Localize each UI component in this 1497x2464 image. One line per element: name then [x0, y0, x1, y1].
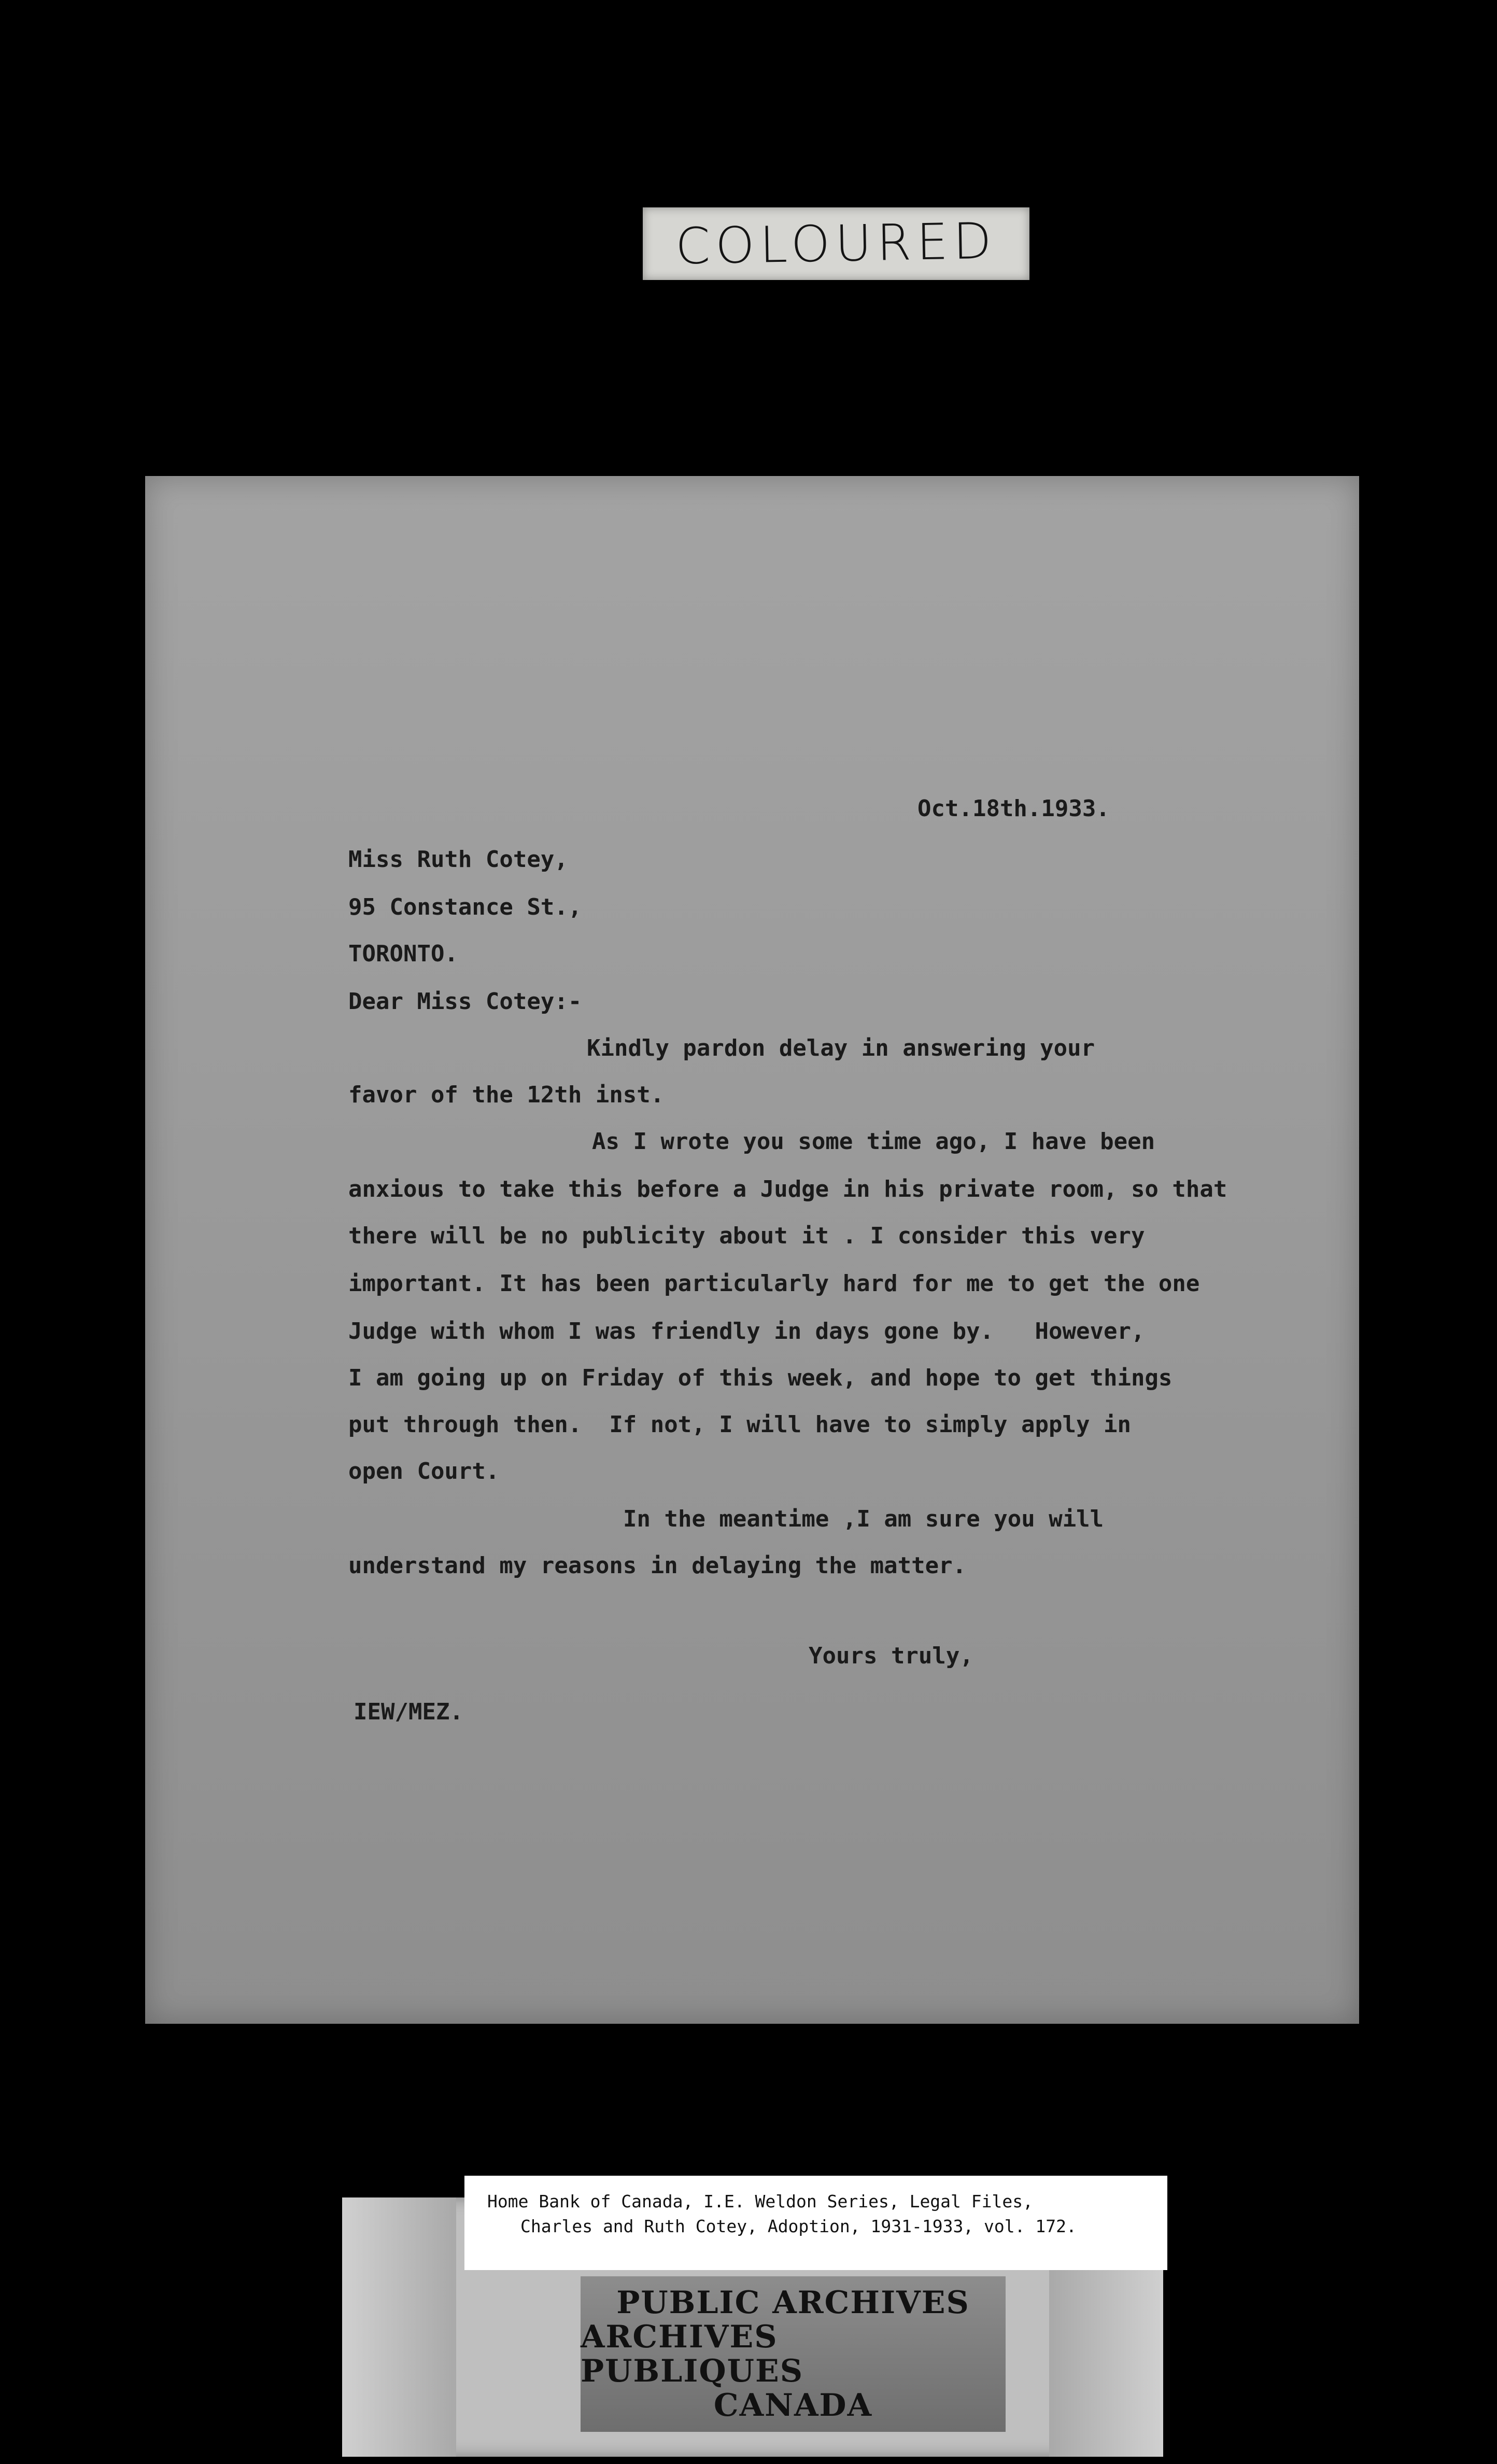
- coloured-label-text: COLOURED: [675, 212, 997, 276]
- body-line: put through then. If not, I will have to simply apply in: [348, 1411, 1131, 1438]
- body-line: there will be no publicity about it . I consider this very: [348, 1223, 1145, 1249]
- letter-sheet: [145, 476, 1359, 2024]
- recipient-name: Miss Ruth Cotey,: [348, 846, 568, 873]
- archive-stamp: [581, 2276, 1006, 2432]
- recipient-street: 95 Constance St.,: [348, 894, 582, 920]
- body-line: I am going up on Friday of this week, and hope to get things: [348, 1365, 1173, 1391]
- salutation: Dear Miss Cotey:-: [348, 988, 582, 1015]
- body-line: Kindly pardon delay in answering your: [587, 1035, 1095, 1061]
- letter-date: Oct.18th.1933.: [917, 795, 1110, 822]
- archive-citation-label: [464, 2176, 1167, 2270]
- body-line: As I wrote you some time ago, I have been: [592, 1128, 1155, 1155]
- body-line: anxious to take this before a Judge in his private room, so that: [348, 1176, 1227, 1202]
- stamp-line-2: ARCHIVES PUBLIQUES: [581, 2319, 804, 2389]
- body-line: important. It has been particularly hard for me to get the one: [348, 1270, 1200, 1297]
- citation-line-1: Home Bank of Canada, I.E. Weldon Series, Legal Files,: [487, 2191, 1033, 2211]
- recipient-city: TORONTO.: [348, 941, 458, 967]
- body-line: In the meantime ,I am sure you will: [623, 1506, 1104, 1532]
- typist-initials: IEW/MEZ.: [354, 1699, 463, 1725]
- body-line: Judge with whom I was friendly in days gone by. However,: [348, 1318, 1145, 1345]
- citation-line-2: Charles and Ruth Cotey, Adoption, 1931-1933, vol. 172.: [520, 2216, 1077, 2236]
- body-line: open Court.: [348, 1458, 500, 1485]
- stamp-line-3: CANADA: [713, 2387, 873, 2424]
- body-line: favor of the 12th inst.: [348, 1082, 665, 1108]
- archive-card-tab-left: [342, 2197, 456, 2457]
- closing: Yours truly,: [809, 1643, 973, 1669]
- body-line: understand my reasons in delaying the matter.: [348, 1552, 967, 1579]
- coloured-label-tag: [643, 207, 1029, 280]
- stamp-line-1: PUBLIC ARCHIVES: [616, 2285, 970, 2321]
